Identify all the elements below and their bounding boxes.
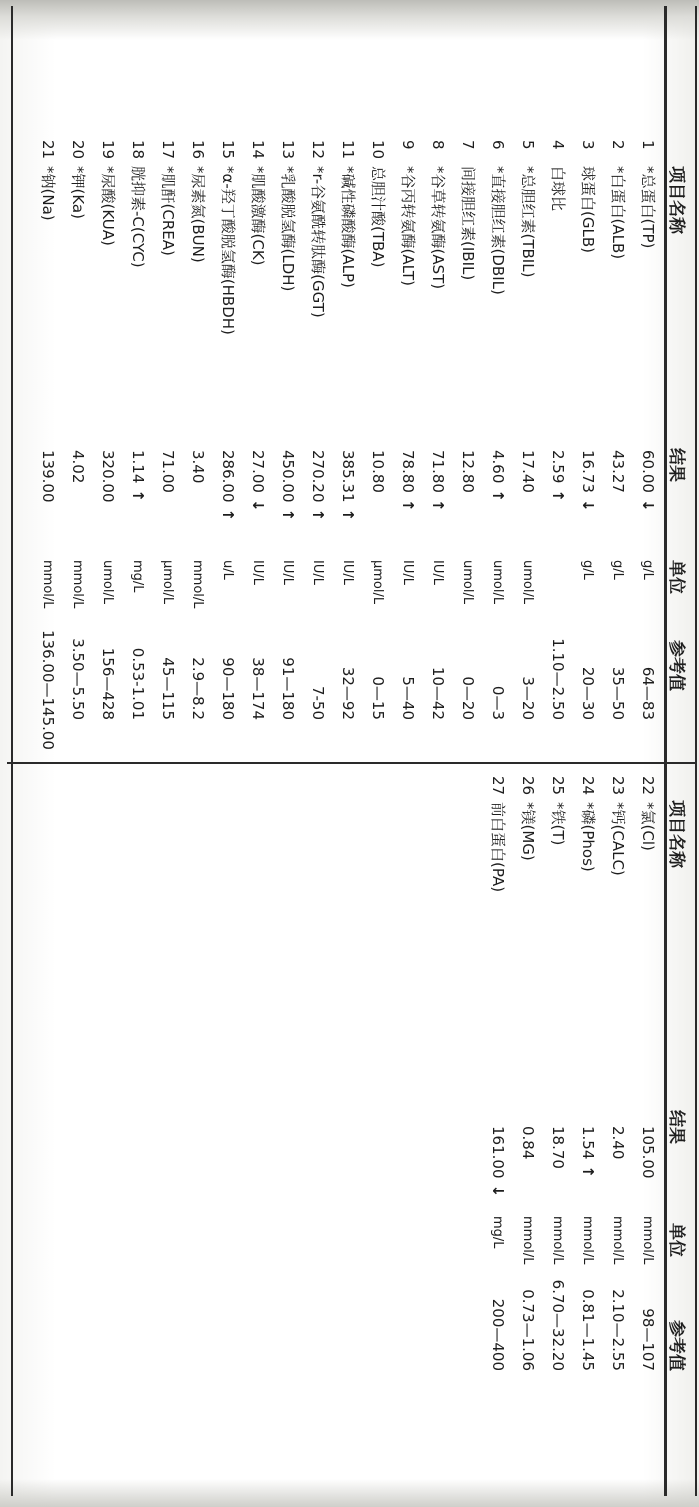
unit: umol/L bbox=[490, 560, 505, 605]
unit: IU/L bbox=[430, 560, 445, 585]
item-name: 总胆汁酸(TBA) bbox=[369, 166, 387, 268]
reference-range: 20—30 bbox=[579, 666, 597, 720]
result-value: 286.00↑ bbox=[219, 450, 237, 522]
row-number: 25 bbox=[549, 776, 567, 796]
reference-range: 45—115 bbox=[159, 657, 177, 720]
reference-range: 136.00—145.00 bbox=[39, 630, 57, 750]
result-value: 71.80↑ bbox=[429, 450, 447, 512]
reference-range: 64—83 bbox=[639, 666, 657, 720]
unit: μmol/L bbox=[160, 560, 175, 605]
unit: umol/L bbox=[460, 560, 475, 605]
header-result-left: 结果 bbox=[666, 448, 686, 482]
result-value: 10.80 bbox=[369, 450, 387, 493]
item-name: *肌酸激酶(CK) bbox=[249, 166, 267, 266]
result-value: 16.73↓ bbox=[579, 450, 597, 512]
unit: u/L bbox=[220, 560, 235, 580]
result-value: 3.40 bbox=[189, 450, 207, 484]
flag-icon: ↑ bbox=[129, 489, 147, 502]
unit: g/L bbox=[580, 560, 595, 580]
unit: IU/L bbox=[280, 560, 295, 585]
unit: mmol/L bbox=[40, 560, 55, 609]
result-value: 385.31↑ bbox=[339, 450, 357, 522]
row-number: 2 bbox=[609, 140, 627, 150]
unit: mmol/L bbox=[580, 1216, 595, 1265]
row-number: 27 bbox=[489, 776, 507, 796]
table-top-rule bbox=[695, 6, 697, 1496]
flag-icon: ↑ bbox=[579, 1165, 597, 1178]
left-result-list bbox=[21, 140, 661, 750]
item-name: *谷草转氨酶(AST) bbox=[429, 166, 447, 290]
reference-range: 0—20 bbox=[459, 676, 477, 720]
row-number: 3 bbox=[579, 140, 597, 150]
row-number: 14 bbox=[249, 140, 267, 160]
item-name: *r-谷氨酰转肽酶(GGT) bbox=[309, 166, 327, 318]
item-name: *镁(MG) bbox=[519, 802, 537, 861]
result-value: 139.00 bbox=[39, 450, 57, 503]
row-number: 6 bbox=[489, 140, 507, 150]
item-name: 球蛋白(GLB) bbox=[579, 166, 597, 253]
row-number: 11 bbox=[339, 140, 357, 160]
unit: IU/L bbox=[340, 560, 355, 585]
unit: IU/L bbox=[250, 560, 265, 585]
reference-range: 7-50 bbox=[309, 685, 327, 720]
item-name: *白蛋白(ALB) bbox=[609, 166, 627, 260]
item-name: *氯(Cl) bbox=[639, 802, 657, 851]
reference-range: 98—107 bbox=[639, 1308, 657, 1371]
unit: mmol/L bbox=[550, 1216, 565, 1265]
flag-icon: ↑ bbox=[219, 508, 237, 522]
result-value: 60.00↓ bbox=[639, 450, 657, 512]
row-number: 9 bbox=[399, 140, 417, 150]
row-number: 20 bbox=[69, 140, 87, 160]
unit: mmol/L bbox=[70, 560, 85, 609]
row-number: 21 bbox=[39, 140, 57, 160]
item-name: *铁(T) bbox=[549, 802, 567, 846]
reference-range: 91—180 bbox=[279, 657, 297, 720]
reference-range: 0.73—1.06 bbox=[519, 1289, 537, 1371]
item-name: *总蛋白(TP) bbox=[639, 166, 657, 249]
reference-range: 200—400 bbox=[489, 1298, 507, 1371]
unit: g/L bbox=[610, 560, 625, 580]
result-value: 105.00 bbox=[639, 1126, 657, 1179]
item-name: *肌酐(CREA) bbox=[159, 166, 177, 256]
reference-range: 1.10—2.50 bbox=[549, 638, 567, 720]
unit: umol/L bbox=[520, 560, 535, 605]
reference-range: 0.53-1.01 bbox=[129, 647, 147, 720]
reference-range: 90—180 bbox=[219, 657, 237, 720]
reference-range: 10—42 bbox=[429, 666, 447, 720]
row-number: 16 bbox=[189, 140, 207, 160]
result-value: 161.00↓ bbox=[489, 1126, 507, 1198]
unit: mg/L bbox=[490, 1216, 505, 1249]
reference-range: 2.9—8.2 bbox=[189, 657, 207, 720]
flag-icon: ↑ bbox=[339, 508, 357, 522]
header-reference-right: 参考值 bbox=[666, 1320, 686, 1371]
row-number: 26 bbox=[519, 776, 537, 796]
result-value: 4.02 bbox=[69, 450, 87, 484]
reference-range: 6.70—32.20 bbox=[549, 1279, 567, 1371]
row-number: 8 bbox=[429, 140, 447, 150]
result-value: 450.00↑ bbox=[279, 450, 297, 522]
flag-icon: ↑ bbox=[549, 489, 567, 502]
item-name: 前白蛋白(PA) bbox=[489, 802, 507, 893]
item-name: *钙(CALC) bbox=[609, 802, 627, 876]
flag-icon: ↑ bbox=[279, 508, 297, 522]
item-name: *谷丙转氨酶(ALT) bbox=[399, 166, 417, 286]
result-value: 2.59↑ bbox=[549, 450, 567, 502]
row-number: 1 bbox=[639, 140, 657, 150]
unit: umol/L bbox=[100, 560, 115, 605]
item-name: *磷(Phos) bbox=[579, 802, 597, 872]
header-result-right: 结果 bbox=[666, 1110, 686, 1144]
result-value: 17.40 bbox=[519, 450, 537, 493]
right-result-list bbox=[461, 776, 661, 1486]
item-name: *总胆红素(TBIL) bbox=[519, 166, 537, 278]
flag-icon: ↓ bbox=[249, 498, 267, 512]
reference-range: 3—20 bbox=[519, 676, 537, 720]
item-name: *尿素氮(BUN) bbox=[189, 166, 207, 263]
unit: mmol/L bbox=[640, 1216, 655, 1265]
unit: mmol/L bbox=[520, 1216, 535, 1265]
flag-icon: ↑ bbox=[399, 498, 417, 512]
row-number: 23 bbox=[609, 776, 627, 796]
unit: mmol/L bbox=[190, 560, 205, 609]
row-number: 5 bbox=[519, 140, 537, 150]
result-value: 270.20↑ bbox=[309, 450, 327, 522]
item-name: *尿酸(KUA) bbox=[99, 166, 117, 246]
reference-range: 156—428 bbox=[99, 647, 117, 720]
flag-icon: ↓ bbox=[579, 498, 597, 512]
result-value: 320.00 bbox=[99, 450, 117, 503]
result-value: 27.00↓ bbox=[249, 450, 267, 512]
row-number: 12 bbox=[309, 140, 327, 160]
result-value: 2.40 bbox=[609, 1126, 627, 1160]
row-number: 18 bbox=[129, 140, 147, 160]
item-name: *乳酸脱氢酶(LDH) bbox=[279, 166, 297, 292]
unit: mg/L bbox=[130, 560, 145, 593]
reference-range: 2.10—2.55 bbox=[609, 1289, 627, 1371]
flag-icon: ↑ bbox=[489, 489, 507, 502]
result-value: 18.70 bbox=[549, 1126, 567, 1169]
table-bottom-rule bbox=[11, 6, 13, 1496]
reference-range: 5—40 bbox=[399, 676, 417, 720]
header-name-right: 项目名称 bbox=[666, 800, 686, 868]
row-number: 17 bbox=[159, 140, 177, 160]
column-divider bbox=[7, 762, 697, 764]
item-name: *碱性磷酸酶(ALP) bbox=[339, 166, 357, 288]
reference-range: 3.50—5.50 bbox=[69, 638, 87, 720]
reference-range: 32—92 bbox=[339, 666, 357, 720]
result-value: 0.84 bbox=[519, 1126, 537, 1160]
reference-range: 38—174 bbox=[249, 657, 267, 720]
header-reference-left: 参考值 bbox=[666, 640, 686, 691]
unit: IU/L bbox=[310, 560, 325, 585]
item-name: *钾(Ka) bbox=[69, 166, 87, 219]
row-number: 24 bbox=[579, 776, 597, 796]
flag-icon: ↑ bbox=[309, 508, 327, 522]
item-name: 间接胆红素(IBIL) bbox=[459, 166, 477, 281]
item-name: *直接胆红素(DBIL) bbox=[489, 166, 507, 295]
result-value: 12.80 bbox=[459, 450, 477, 493]
row-number: 10 bbox=[369, 140, 387, 160]
result-value: 1.14↑ bbox=[129, 450, 147, 502]
flag-icon: ↑ bbox=[429, 498, 447, 512]
unit: IU/L bbox=[400, 560, 415, 585]
result-value: 4.60↑ bbox=[489, 450, 507, 502]
row-number: 4 bbox=[549, 140, 567, 150]
result-value: 78.80↑ bbox=[399, 450, 417, 512]
unit: μmol/L bbox=[370, 560, 385, 605]
header-name-left: 项目名称 bbox=[666, 166, 686, 234]
unit: g/L bbox=[640, 560, 655, 580]
item-name: 白球比 bbox=[549, 166, 567, 212]
header-unit-left: 单位 bbox=[666, 560, 686, 594]
header-unit-right: 单位 bbox=[666, 1223, 686, 1257]
row-number: 13 bbox=[279, 140, 297, 160]
reference-range: 0.81—1.45 bbox=[579, 1289, 597, 1371]
item-name: *钠(Na) bbox=[39, 166, 57, 221]
reference-range: 35—50 bbox=[609, 666, 627, 720]
row-number: 22 bbox=[639, 776, 657, 796]
flag-icon: ↓ bbox=[639, 498, 657, 512]
item-name: 胱抑素-C(CYC) bbox=[129, 166, 147, 268]
row-number: 19 bbox=[99, 140, 117, 160]
result-value: 43.27 bbox=[609, 450, 627, 493]
reference-range: 0—3 bbox=[489, 685, 507, 720]
result-value: 1.54↑ bbox=[579, 1126, 597, 1178]
result-value: 71.00 bbox=[159, 450, 177, 493]
reference-range: 0—15 bbox=[369, 676, 387, 720]
row-number: 15 bbox=[219, 140, 237, 160]
item-name: *α-羟丁酸脱氢酶(HBDH) bbox=[219, 166, 237, 335]
flag-icon: ↓ bbox=[489, 1184, 507, 1198]
row-number: 7 bbox=[459, 140, 477, 150]
unit: mmol/L bbox=[610, 1216, 625, 1265]
